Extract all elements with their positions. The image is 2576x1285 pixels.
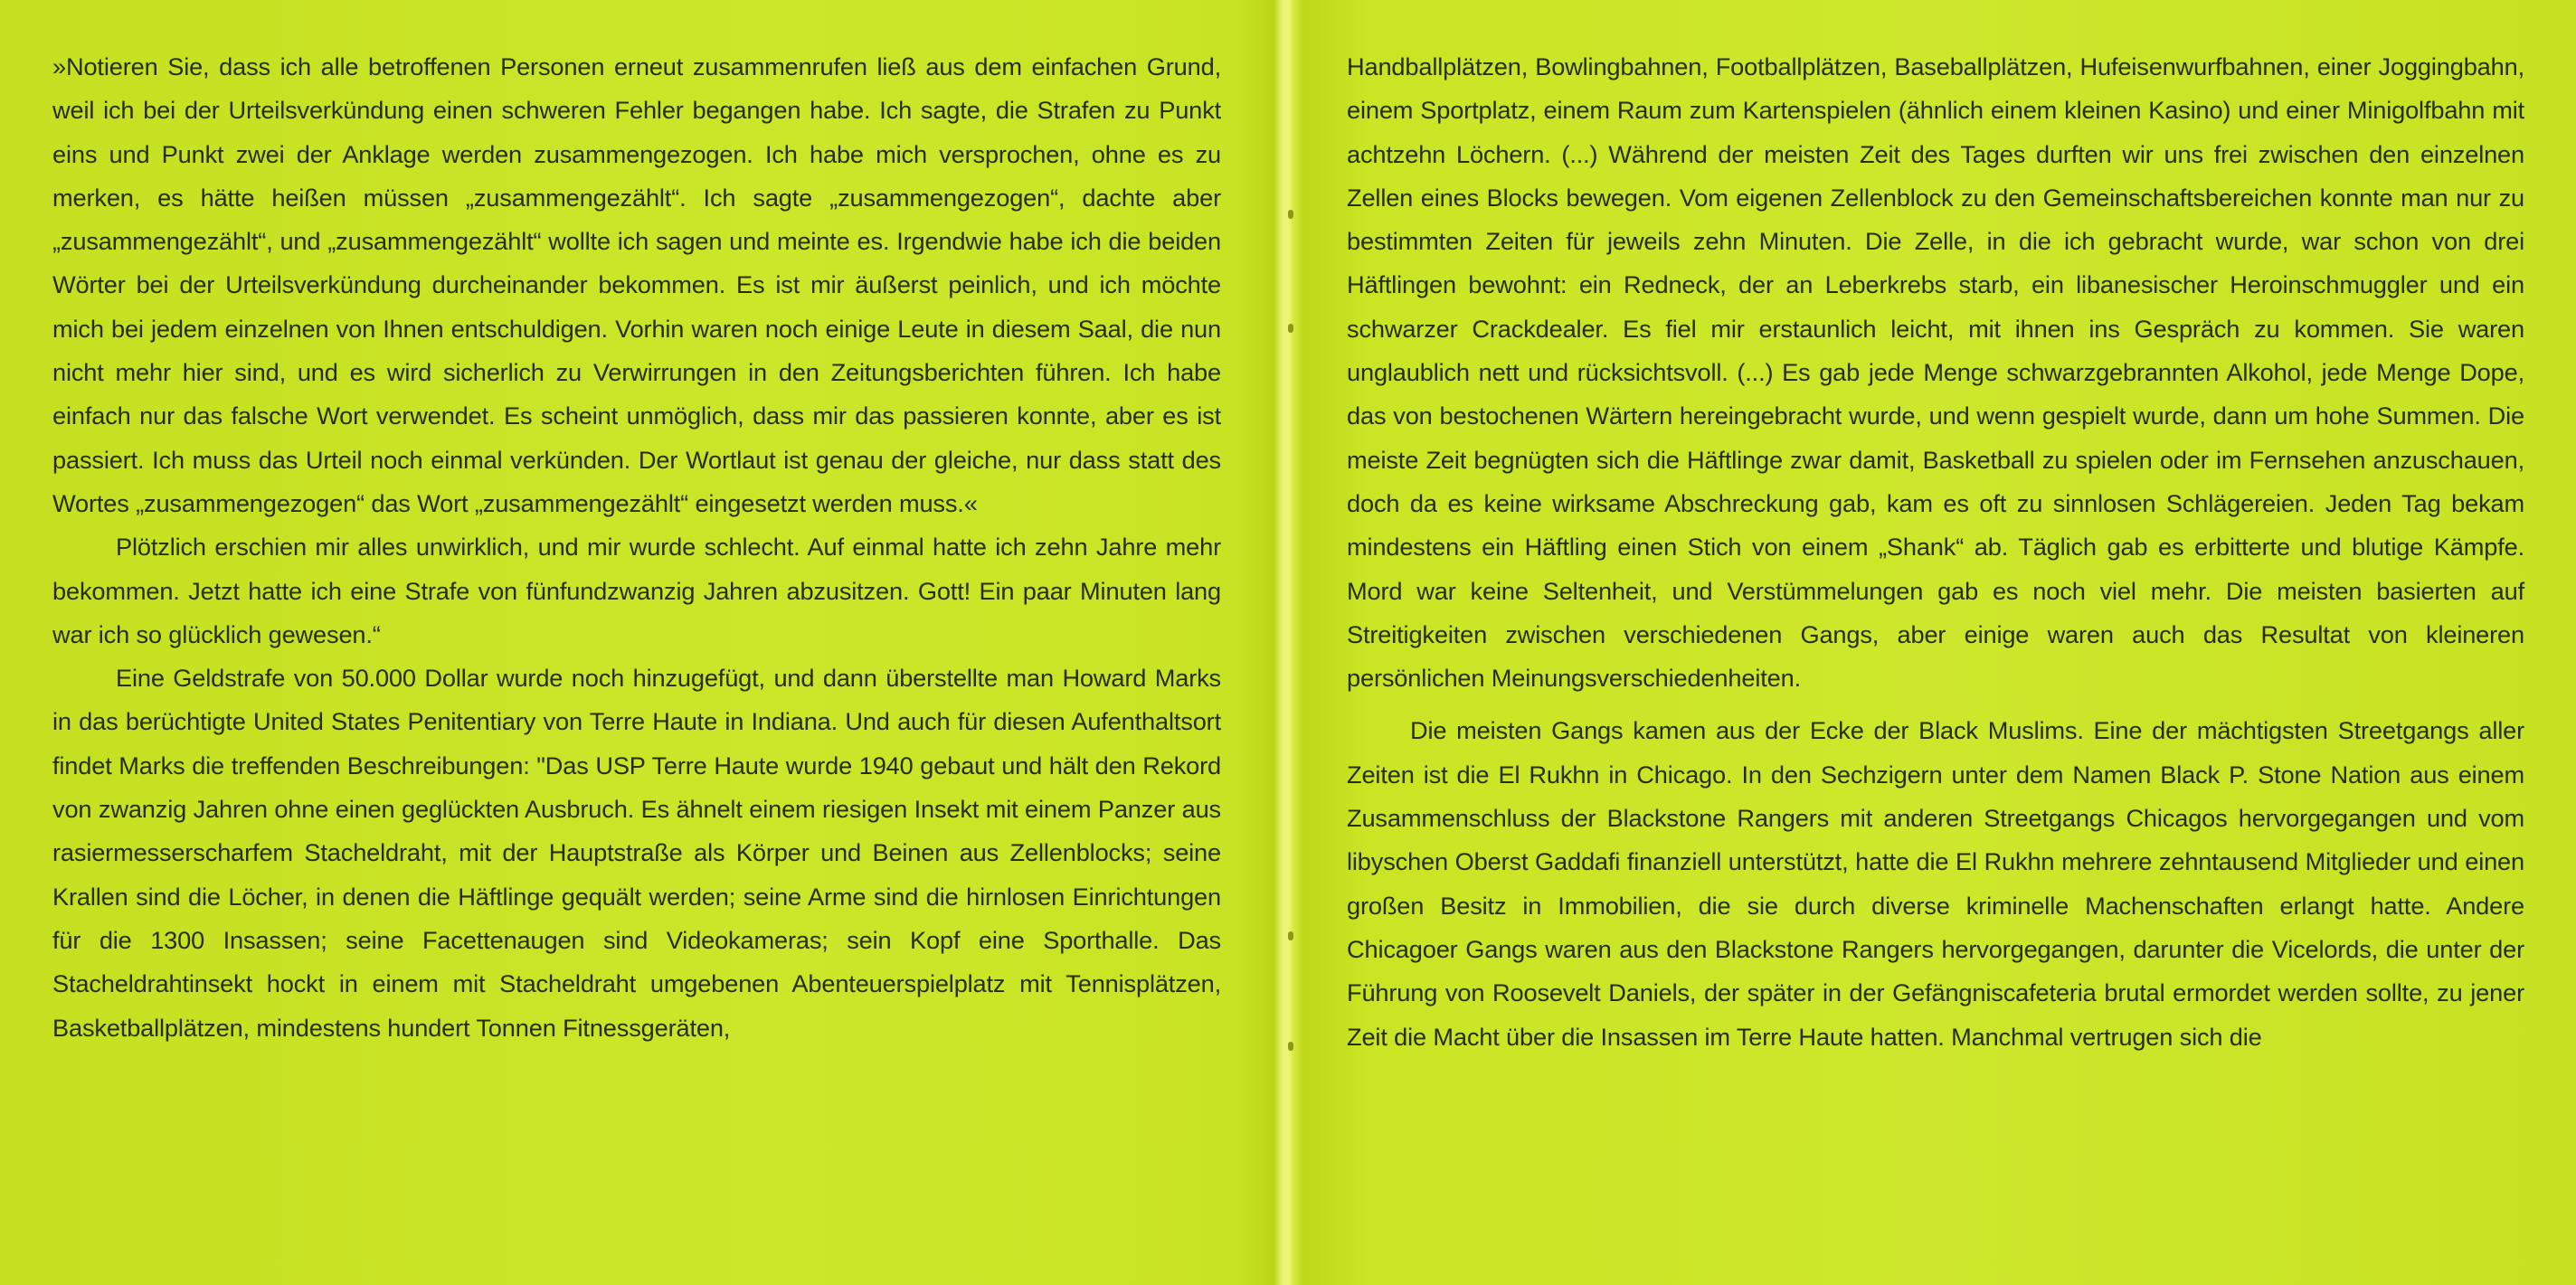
- right-page: [1347, 45, 2524, 1059]
- staple-mark: [1288, 324, 1293, 333]
- staple-mark: [1288, 931, 1293, 940]
- left-paragraph-reaction: Plötzlich erschien mir alles unwirklich, und mir wurde schlecht. Auf einmal hatte ich zehn Jahre mehr bekommen. Jetzt hatte ich eine Strafe von fünfundzwanzig Jahren abzusitzen. Gott! Ein paar Minuten lang war ich so glücklich gewesen.“: [52, 533, 1221, 648]
- left-paragraph-terre-haute: Eine Geldstrafe von 50.000 Dollar wurde noch hinzugefügt, und dann überstellte man Howard Marks in das berüchtigte United States Penitentiary von Terre Haute in Indiana. Und auch für diesen Aufenthaltsort findet Marks die treffenden Beschreibungen: "Das USP Terre Haute wurde 1940 gebaut und hält den Rekord von zwanzig Jahren ohne einen geglückten Ausbruch. Es ähnelt einem riesigen Insekt mit einem Panzer aus rasiermesserscharfem Stacheldraht, mit der Hauptstraße als Körper und Beinen aus Zellenblocks; seine Krallen sind die Löcher, in denen die Häftlinge gequält werden; seine Arme sind die hirnlosen Einrichtungen für die 1300 Insassen; seine Facettenaugen sind Videokameras; sein Kopf eine Sporthalle. Das Stacheldrahtinsekt hockt in einem mit Stacheldraht umgebenen Abenteuerspielplatz mit Tennisplätzen, Basketballplätzen, mindestens hundert Tonnen Fitnessgeräten,: [52, 664, 1221, 1042]
- right-paragraph-gangs: Die meisten Gangs kamen aus der Ecke der Black Muslims. Eine der mächtigsten Streetgangs aller Zeiten ist die El Rukhn in Chicago. In den Sechzigern unter dem Namen Black P. Stone Nation aus einem Zusammenschluss der Blackstone Rangers mit anderen Streetgangs Chicagos hervorgegangen und vom libyschen Oberst Gaddafi finanziell unterstützt, hatte die El Rukhn mehrere zehntausend Mitglieder und einen großen Besitz in Immobilien, die sie durch diverse kriminelle Machenschaften erlangt hatte. Andere Chicagoer Gangs waren aus den Blackstone Rangers hervorgegangen, darunter die Vicelords, die unter der Führung von Roosevelt Daniels, der später in der Gefängniscafeteria brutal ermordet werden sollte, zu jener Zeit die Macht über die Insassen im Terre Haute hatten. Manchmal vertrugen sich die: [1347, 716, 2524, 1051]
- right-paragraph-prison-life: Handballplätzen, Bowlingbahnen, Footballplätzen, Baseballplätzen, Hufeisenwurfbahnen, einer Joggingbahn, einem Sportplatz, einem Raum zum Kartenspielen (ähnlich einem kleinen Kasino) und einer Minigolfbahn mit achtzehn Löchern. (...) Während der meisten Zeit des Tages durften wir uns frei zwischen den einzelnen Zellen eines Blocks bewegen. Vom eigenen Zellenblock zu den Gemeinschaftsbereichen konnte man nur zu bestimmten Zeiten für jeweils zehn Minuten. Die Zelle, in die ich gebracht wurde, war schon von drei Häftlingen bewohnt: ein Redneck, der an Leberkrebs starb, ein libanesischer Heroinschmuggler und ein schwarzer Crackdealer. Es fiel mir erstaunlich leicht, mit ihnen ins Gespräch zu kommen. Sie waren unglaublich nett und rücksichtsvoll. (...) Es gab jede Menge schwarzgebrannten Alkohol, jede Menge Dope, das von bestochenen Wärtern hereingebracht wurde, und wenn gespielt wurde, dann um hohe Summen. Die meiste Zeit begnügten sich die Häftlinge zwar damit, Basketball zu spielen oder im Fernsehen anzuschauen, doch da es keine wirksame Abschreckung gab, kam es oft zu sinnlosen Schlägereien. Jeden Tag bekam mindestens ein Häftling einen Stich von einem „Shank“ ab. Täglich gab es erbitterte und blutige Kämpfe. Mord war keine Seltenheit, und Verstümmelungen gab es noch viel mehr. Die meisten basierten auf Streitigkeiten zwischen verschiedenen Gangs, aber einige waren auch das Resultat von kleineren persönlichen Meinungsverschiedenheiten.: [1347, 52, 2524, 693]
- book-gutter: [1274, 0, 1293, 1285]
- left-page: [52, 45, 1221, 1050]
- staple-mark: [1288, 1042, 1293, 1051]
- staple-mark: [1288, 210, 1293, 219]
- left-paragraph-quote: »Notieren Sie, dass ich alle betroffenen Personen erneut zusammenrufen ließ aus dem einfachen Grund, weil ich bei der Urteilsverkündung einen schweren Fehler begangen habe. Ich sagte, die Strafen zu Punkt eins und Punkt zwei der Anklage werden zusammengezogen. Ich habe mich versprochen, ohne es zu merken, es hätte heißen müssen „zusammengezählt“. Ich sagte „zusammengezogen“, dachte aber „zusammengezählt“, und „zusammengezählt“ wollte ich sagen und meinte es. Irgendwie habe ich die beiden Wörter bei der Urteilsverkündung durcheinander bekommen. Es ist mir äußerst peinlich, und ich möchte mich bei jedem einzelnen von Ihnen entschuldigen. Vorhin waren noch einige Leute in diesem Saal, die nun nicht mehr hier sind, und es wird sicherlich zu Verwirrungen in den Zeitungsberichten führen. Ich habe einfach nur das falsche Wort verwendet. Es scheint unmöglich, dass mir das passieren konnte, aber es ist passiert. Ich muss das Urteil noch einmal verkünden. Der Wortlaut ist genau der gleiche, nur dass statt des Wortes „zusammengezogen“ das Wort „zusammengezählt“ eingesetzt werden muss.«: [52, 52, 1221, 517]
